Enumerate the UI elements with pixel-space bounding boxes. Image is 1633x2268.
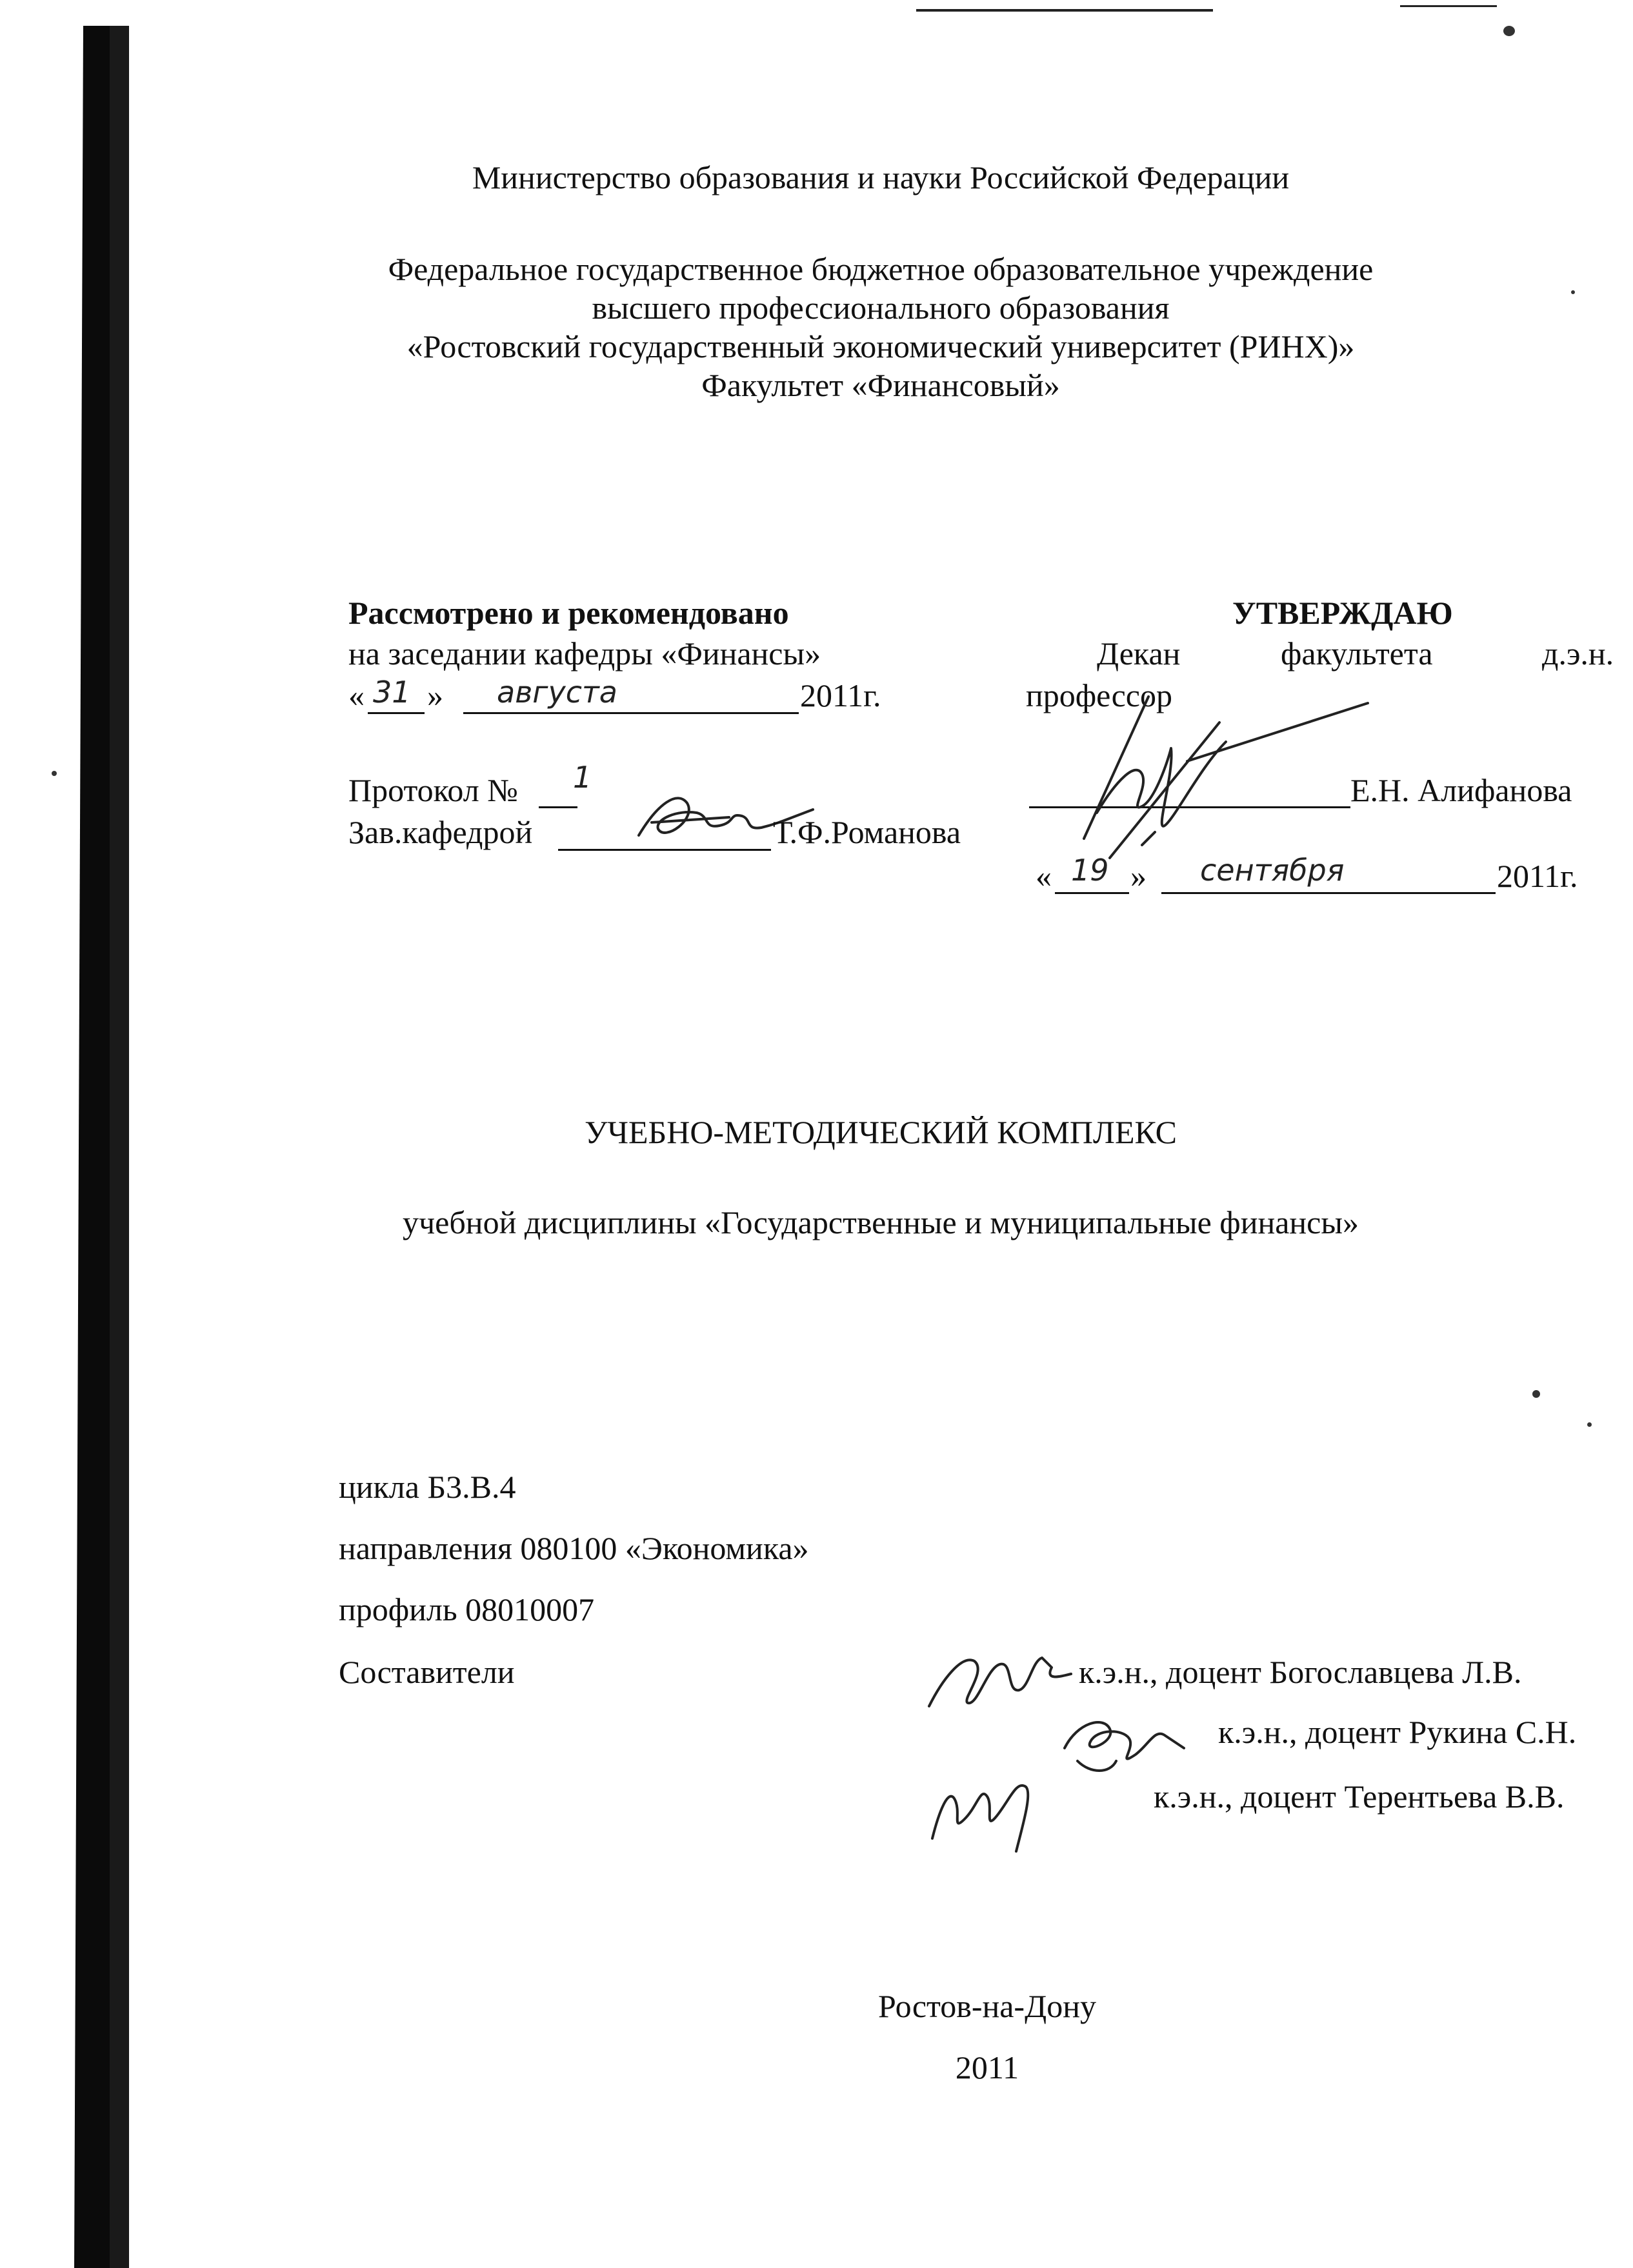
dean-professor: профессор bbox=[1026, 677, 1172, 713]
protocol-number: 1 bbox=[573, 760, 592, 795]
approve-date-month-line bbox=[1161, 892, 1496, 894]
review-date-day: 31 bbox=[373, 675, 411, 710]
scan-top-line bbox=[1400, 5, 1497, 7]
dean-name: Е.Н. Алифанова bbox=[1350, 772, 1572, 808]
dean-signature bbox=[1058, 684, 1394, 877]
review-date-year: 2011г. bbox=[800, 677, 881, 713]
review-date-day-line bbox=[368, 712, 425, 714]
city: Ростов-на-Дону bbox=[878, 1988, 1096, 2024]
review-date-month-line bbox=[463, 712, 799, 714]
complex-title: УЧЕБНО-МЕТОДИЧЕСКИЙ КОМПЛЕКС bbox=[585, 1114, 1177, 1150]
review-date-mid: » bbox=[427, 677, 443, 713]
ministry-title: Министерство образования и науки Российской Федерации bbox=[472, 159, 1290, 195]
scan-speck bbox=[1587, 1422, 1592, 1427]
head-name: Т.Ф.Романова bbox=[773, 814, 961, 850]
approve-date-open: « bbox=[1036, 858, 1052, 894]
reviewed-title: Рассмотрено и рекомендовано bbox=[348, 595, 789, 631]
author-3: к.э.н., доцент Терентьева В.В. bbox=[1154, 1778, 1565, 1815]
university-name: «Ростовский государственный экономический университет (РИНХ)» bbox=[406, 328, 1355, 364]
head-label: Зав.кафедрой bbox=[348, 814, 533, 850]
author-1: к.э.н., доцент Богославцева Л.В. bbox=[1079, 1654, 1522, 1690]
approve-date-mid: » bbox=[1130, 858, 1147, 894]
scan-speck bbox=[1503, 26, 1515, 36]
cycle-info: цикла Б3.В.4 bbox=[339, 1469, 516, 1505]
scan-shadow-edge-inner bbox=[110, 26, 129, 2268]
year: 2011 bbox=[955, 2049, 1019, 2085]
protocol-number-line bbox=[539, 806, 577, 808]
faculty-word: факультета bbox=[1281, 635, 1433, 671]
author-2: к.э.н., доцент Рукина С.Н. bbox=[1218, 1714, 1577, 1750]
dean-degree: д.э.н. bbox=[1542, 635, 1614, 671]
scan-speck bbox=[1532, 1390, 1540, 1398]
protocol-label: Протокол № bbox=[348, 772, 518, 808]
approve-date-year: 2011г. bbox=[1497, 858, 1578, 894]
approve-date-day-line bbox=[1055, 892, 1129, 894]
authors-label: Составители bbox=[339, 1654, 515, 1690]
direction-info: направления 080100 «Экономика» bbox=[339, 1530, 809, 1566]
review-date-open: « bbox=[348, 677, 365, 713]
discipline-subtitle: учебной дисциплины «Государственные и муниципальные финансы» bbox=[403, 1204, 1359, 1240]
institution-line-1: Федеральное государственное бюджетное образовательное учреждение bbox=[388, 251, 1374, 287]
dean-word: Декан bbox=[1097, 635, 1181, 671]
institution-line-2: высшего профессионального образования bbox=[592, 290, 1170, 326]
approve-date-day: 19 bbox=[1071, 853, 1109, 888]
faculty-name: Факультет «Финансовый» bbox=[701, 367, 1060, 403]
approve-title: УТВЕРЖДАЮ bbox=[1232, 595, 1453, 631]
scan-top-line bbox=[916, 9, 1213, 12]
approve-date-month: сентября bbox=[1200, 853, 1345, 888]
department-meeting: на заседании кафедры «Финансы» bbox=[348, 635, 821, 671]
scan-speck bbox=[52, 771, 57, 776]
author-signature-3 bbox=[919, 1761, 1048, 1858]
review-date-month: августа bbox=[497, 675, 617, 710]
author-signature-2 bbox=[1052, 1703, 1194, 1780]
profile-info: профиль 08010007 bbox=[339, 1591, 595, 1627]
